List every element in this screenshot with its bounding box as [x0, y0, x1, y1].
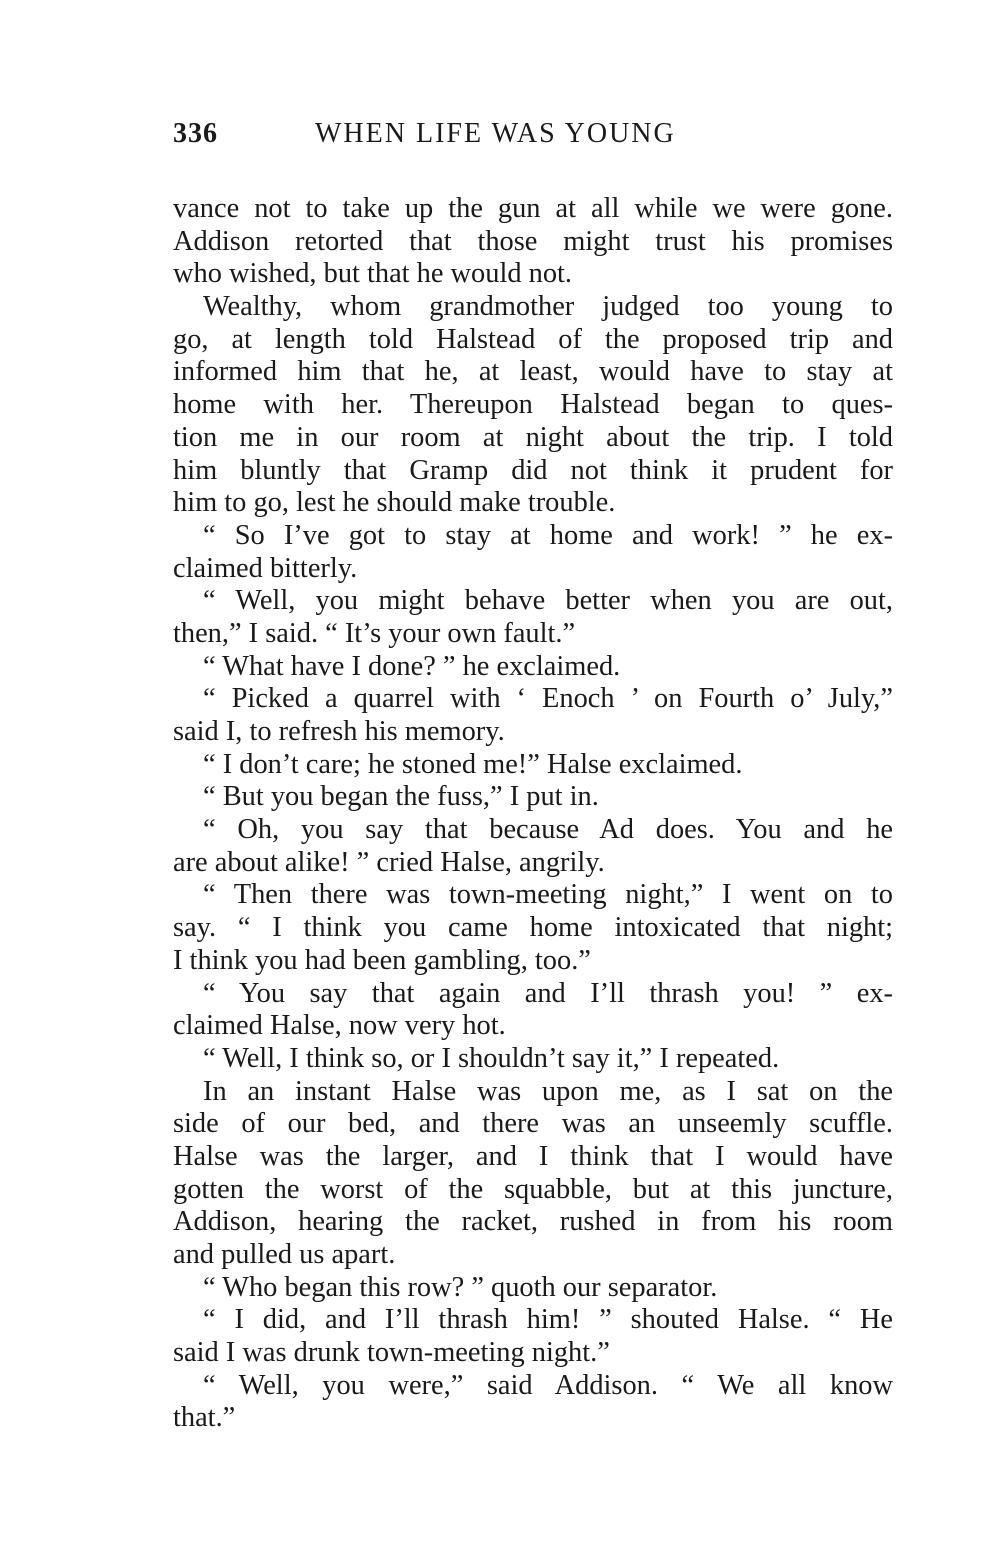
text-line: and pulled us apart. [173, 1239, 396, 1270]
text-line: home with her. Thereupon Halstead began to ques- [173, 389, 893, 421]
running-title: WHEN LIFE WAS YOUNG [315, 118, 676, 149]
text-line: him bluntly that Gramp did not think it prudent for [173, 454, 893, 486]
text-line: “ Who began this row? ” quoth our separator. [203, 1271, 718, 1303]
text-line: who wished, but that he would not. [173, 258, 573, 290]
text-line: him to go, lest he should make trouble. [173, 487, 616, 519]
text-line: Halse was the larger, and I think that I would have [173, 1140, 893, 1172]
text-line: side of our bed, and there was an unseemly scuffle. [173, 1108, 893, 1140]
text-line: tion me in our room at night about the trip. I told [173, 421, 893, 453]
text-line: “ I don’t care; he stoned me!” Halse exclaimed. [203, 748, 743, 780]
text-line: gotten the worst of the squabble, but at this juncture, [173, 1173, 893, 1205]
text-line: “ Then there was town-meeting night,” I went on to [203, 879, 893, 911]
text-line: “ I did, and I’ll thrash him! ” shouted Halse. “ He [203, 1304, 893, 1336]
text-line: “ But you began the fuss,” I put in. [203, 781, 599, 813]
text-line: that.” [173, 1402, 236, 1434]
text-line: are about alike! ” cried Halse, angrily. [173, 846, 605, 878]
text-line: “ Picked a quarrel with ‘ Enoch ’ on Fourth o’ July,” [203, 683, 893, 715]
text-line: I think you had been gambling, too.” [173, 944, 591, 976]
text-line: “ Well, I think so, or I shouldn’t say it,” I repeated. [203, 1042, 780, 1074]
page-header [173, 118, 893, 158]
text-line: “ Well, you might behave better when you are out, [203, 585, 893, 617]
text-line: said I, to refresh his memory. [173, 716, 505, 747]
text-line: “ What have I done? ” he exclaimed. [203, 650, 621, 682]
text-line: In an instant Halse was upon me, as I sat on the [203, 1075, 893, 1107]
text-line: vance not to take up the gun at all while we were gone. [173, 193, 893, 224]
text-line: “ Well, you were,” said Addison. “ We all know [203, 1369, 893, 1401]
text-line: claimed bitterly. [173, 552, 358, 584]
page-number: 336 [173, 118, 218, 149]
text-line: then,” I said. “ It’s your own fault.” [173, 617, 576, 649]
text-line: informed him that he, at least, would have to stay at [173, 356, 893, 388]
text-line: go, at length told Halstead of the proposed trip and [173, 323, 893, 355]
text-line: “ You say that again and I’ll thrash you! ” ex- [203, 977, 893, 1009]
text-line: “ So I’ve got to stay at home and work! ” he ex- [203, 519, 893, 551]
text-line: said I was drunk town-meeting night.” [173, 1337, 610, 1369]
text-line: “ Oh, you say that because Ad does. You and he [203, 814, 893, 846]
text-line: Wealthy, whom grandmother judged too young to [203, 291, 893, 323]
body-text [173, 193, 893, 1435]
text-line: claimed Halse, now very hot. [173, 1010, 506, 1042]
text-line: say. “ I think you came home intoxicated that night; [173, 912, 893, 944]
text-line: Addison retorted that those might trust his promises [173, 225, 893, 257]
text-line: Addison, hearing the racket, rushed in from his room [173, 1206, 893, 1238]
